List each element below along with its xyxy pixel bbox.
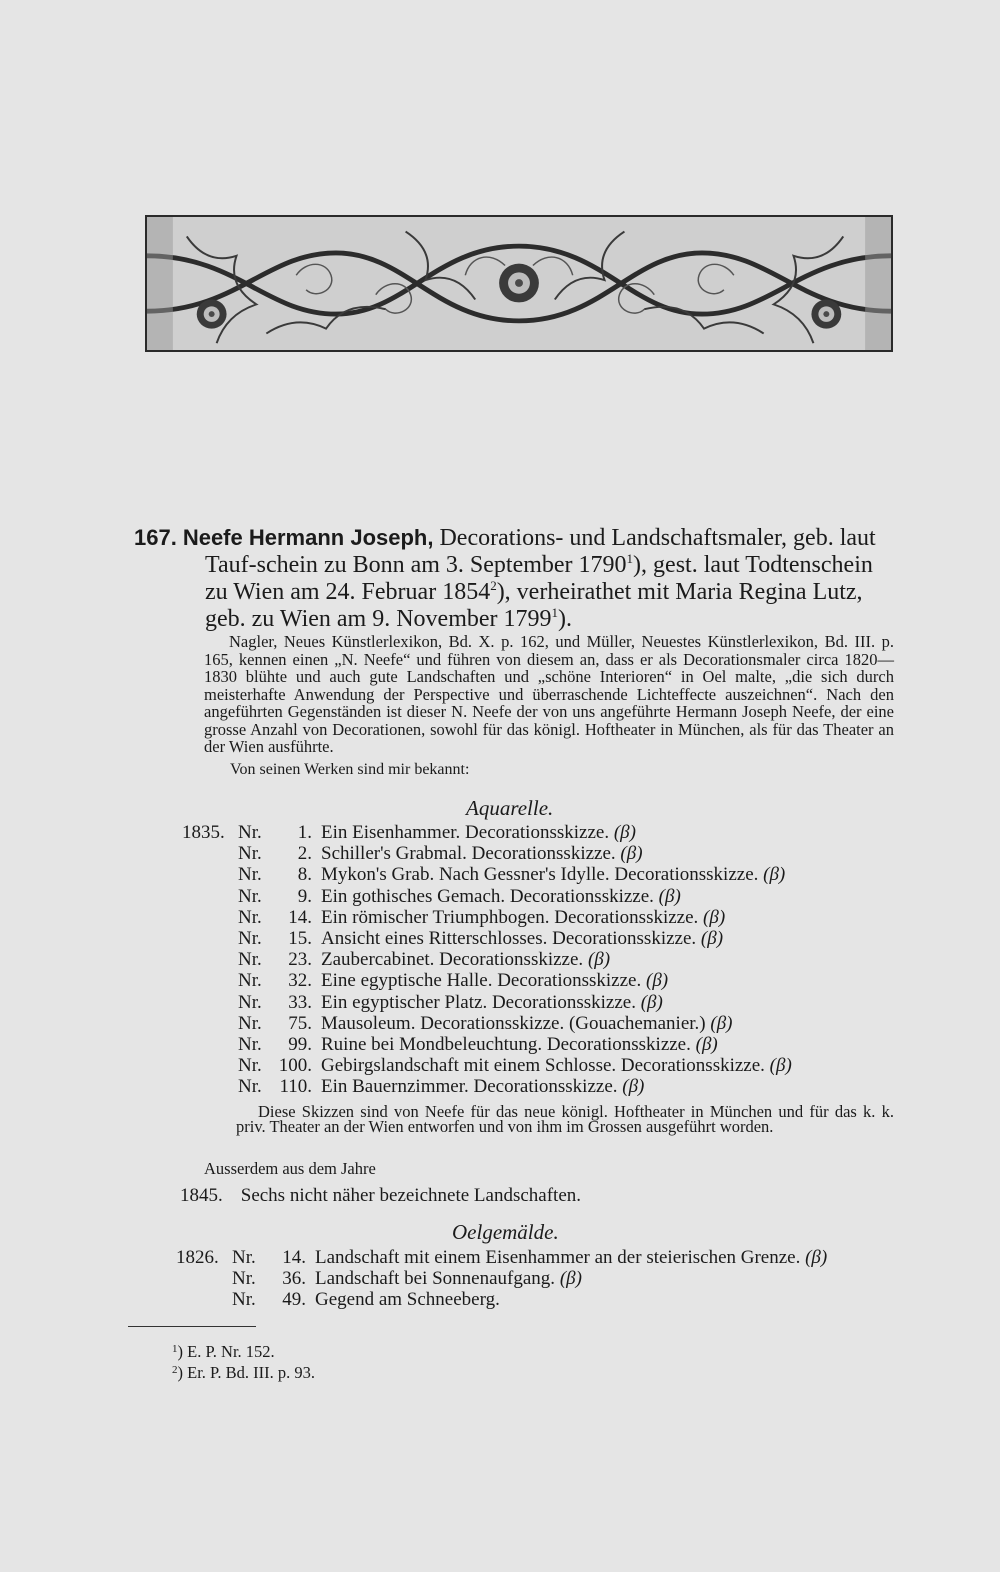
work-number: 32. xyxy=(288,970,312,992)
biographical-note xyxy=(204,633,894,756)
work-title: Gebirgslandschaft mit einem Schlosse. Decorationsskizze. (β) xyxy=(321,1055,792,1077)
closing-note xyxy=(236,1104,894,1134)
entry-text-2: ), gest. laut Todtenschein zu Wien am 24. Februar 1854 xyxy=(205,552,873,605)
work-nr-label: Nr. xyxy=(238,927,262,949)
work-nr-label: Nr. xyxy=(232,1268,256,1290)
work-title: Eine egyptische Halle. Decorationsskizze. (β) xyxy=(321,970,669,992)
section-title-aquarelle: Aquarelle. xyxy=(466,796,554,820)
work-nr-label: Nr. xyxy=(238,843,262,865)
work-item xyxy=(182,886,882,907)
entry-text-3: ), verheirathet mit Maria Regina Lutz, geb. zu Wien am 9. November 1799 xyxy=(205,579,863,632)
work-title: Ein Eisenhammer. Decorationsskizze. (β) xyxy=(321,822,636,843)
work-nr-label: Nr. xyxy=(238,1012,262,1034)
work-nr-label: Nr. xyxy=(238,970,262,992)
work-nr-label: Nr. xyxy=(238,1076,262,1098)
work-year: 1826. xyxy=(176,1247,219,1268)
work-nr-label: Nr. xyxy=(238,991,262,1013)
work-title: Ein Bauernzimmer. Decorationsskizze. (β) xyxy=(321,1076,645,1098)
footnotes xyxy=(172,1340,315,1382)
work-item xyxy=(182,949,882,970)
work-number: 14. xyxy=(282,1247,306,1268)
work-title: Ein römischer Triumphbogen. Decorationsskizze. (β) xyxy=(321,906,726,928)
work-number: 14. xyxy=(288,906,312,928)
footnote xyxy=(172,1340,315,1361)
work-nr-label: Nr. xyxy=(238,822,262,843)
footnote-ref: 1 xyxy=(551,605,558,620)
work-title: Mykon's Grab. Nach Gessner's Idylle. Decorationsskizze. (β) xyxy=(321,864,786,886)
collection-mark: (β) xyxy=(559,1268,582,1290)
acanthus-scroll-icon xyxy=(147,217,891,350)
aquarelle-list xyxy=(182,822,882,1097)
work-number: 2. xyxy=(297,843,312,865)
work-title: Mausoleum. Decorationsskizze. (Gouachemanier.) (β) xyxy=(321,1012,733,1034)
work-item xyxy=(182,1055,882,1076)
work-item xyxy=(182,970,882,991)
work-item xyxy=(182,1034,882,1055)
work-number: 36. xyxy=(282,1268,306,1290)
footnote-divider xyxy=(128,1326,256,1327)
footnote-text: ) Er. P. Bd. III. p. 93. xyxy=(177,1363,315,1382)
work-title: Ruine bei Mondbeleuchtung. Decorationsskizze. (β) xyxy=(321,1033,718,1055)
collection-mark: (β) xyxy=(763,864,786,886)
entry-text-4: ). xyxy=(558,606,572,632)
entry-header xyxy=(134,524,894,633)
collection-mark: (β) xyxy=(710,1012,733,1034)
footnote-text: ) E. P. Nr. 152. xyxy=(177,1342,275,1361)
oelgemaelde-list xyxy=(176,1247,896,1311)
work-item xyxy=(176,1268,896,1289)
collection-mark: (β) xyxy=(640,991,663,1013)
work-number: 23. xyxy=(288,949,312,971)
also-line: Ausserdem aus dem Jahre xyxy=(204,1159,376,1178)
work-number: 99. xyxy=(288,1033,312,1055)
entry-number: 167. xyxy=(134,525,177,550)
work-title: Ein gothisches Gemach. Decorationsskizze. (β) xyxy=(321,885,681,907)
collection-mark: (β) xyxy=(769,1055,792,1077)
decorative-header-ornament xyxy=(145,215,893,352)
work-nr-label: Nr. xyxy=(238,885,262,907)
work-item xyxy=(182,843,882,864)
work-number: 33. xyxy=(288,991,312,1013)
footnote-ref: 2 xyxy=(490,578,497,593)
work-nr-label: Nr. xyxy=(232,1289,256,1311)
work-number: 49. xyxy=(282,1289,306,1311)
work-item xyxy=(176,1247,896,1268)
footnote-mark: 2 xyxy=(172,1364,178,1376)
work-number: 15. xyxy=(288,927,312,949)
work-nr-label: Nr. xyxy=(232,1247,256,1268)
collection-mark: (β) xyxy=(622,1076,645,1098)
work-number: 110. xyxy=(279,1076,312,1098)
work-item xyxy=(176,1289,896,1310)
works-1845-text: Sechs nicht näher bezeichnete Landschaften. xyxy=(240,1185,582,1206)
collection-mark: (β) xyxy=(658,885,681,907)
work-number: 75. xyxy=(288,1012,312,1034)
work-nr-label: Nr. xyxy=(238,906,262,928)
work-title: Schiller's Grabmal. Decorationsskizze. (β) xyxy=(321,843,643,865)
work-item xyxy=(182,907,882,928)
closing-paragraph: Diese Skizzen sind von Neefe für das neue königl. Hoftheater in München und für das k. k. priv. Theater an der Wien entworfen und von ihm im Grossen ausgeführt worden. xyxy=(236,1102,894,1136)
work-nr-label: Nr. xyxy=(238,1055,262,1077)
work-item xyxy=(182,1013,882,1034)
work-item xyxy=(182,864,882,885)
collection-mark: (β) xyxy=(700,927,724,949)
work-item xyxy=(182,822,882,843)
work-title: Ansicht eines Ritterschlosses. Decorationsskizze. (β) xyxy=(321,927,724,949)
work-item xyxy=(182,1076,882,1097)
section-title-oelgemaelde: Oelgemälde. xyxy=(452,1220,559,1244)
work-number: 8. xyxy=(297,864,312,886)
collection-mark: (β) xyxy=(587,949,611,971)
collection-mark: (β) xyxy=(646,970,669,992)
collection-mark: (β) xyxy=(695,1033,718,1055)
footnote-ref: 1 xyxy=(626,551,634,566)
artist-name: Neefe Hermann Joseph, xyxy=(182,525,434,550)
footnote xyxy=(172,1361,315,1382)
work-item xyxy=(182,928,882,949)
collection-mark: (β) xyxy=(703,906,726,928)
work-number: 9. xyxy=(297,885,312,907)
collection-mark: (β) xyxy=(613,822,636,843)
work-nr-label: Nr. xyxy=(238,1033,262,1055)
work-nr-label: Nr. xyxy=(238,864,262,886)
work-year: 1835. xyxy=(182,822,225,843)
work-title: Landschaft bei Sonnenaufgang. (β) xyxy=(315,1268,582,1290)
collection-mark: (β) xyxy=(805,1247,828,1268)
year-label: 1845. xyxy=(180,1185,223,1206)
work-title: Gegend am Schneeberg. xyxy=(315,1289,500,1311)
works-1845 xyxy=(180,1185,581,1207)
work-title: Landschaft mit einem Eisenhammer an der steierischen Grenze. (β) xyxy=(315,1247,828,1268)
work-nr-label: Nr. xyxy=(238,949,262,971)
footnote-mark: 1 xyxy=(172,1343,178,1355)
work-title: Zaubercabinet. Decorationsskizze. (β) xyxy=(321,949,611,971)
entry-text-1: Decorations- und Landschaftsmaler, geb. laut Tauf-schein zu Bonn am 3. September 1790 xyxy=(205,525,876,578)
work-number: 100. xyxy=(278,1055,312,1077)
works-intro: Von seinen Werken sind mir bekannt: xyxy=(230,761,470,778)
work-title: Ein egyptischer Platz. Decorationsskizze. (β) xyxy=(321,991,663,1013)
work-item xyxy=(182,992,882,1013)
collection-mark: (β) xyxy=(620,843,643,865)
note-paragraph: Nagler, Neues Künstlerlexikon, Bd. X. p. 162, und Müller, Neuestes Künstlerlexikon, Bd. III. p. 165, kennen einen „N. Neefe“ und führen von diesem an, dass er als Decorationsmaler circa 1820—1830 blühte und auch gute Landschaften und „schöne Interioren“ in Oel malte, „die sich durch meisterhafte Anwendung der Perspective und überraschende Lichteffecte auszeichnen“. Nach den angeführten Gegenständen ist dieser N. Neefe der von uns angeführte Hermann Joseph Neefe, der eine grosse Anzahl von Decorationen, sowohl für das königl. Hoftheater in München, als für das Theater an der Wien ausführte. xyxy=(204,632,894,756)
work-number: 1. xyxy=(297,822,312,843)
